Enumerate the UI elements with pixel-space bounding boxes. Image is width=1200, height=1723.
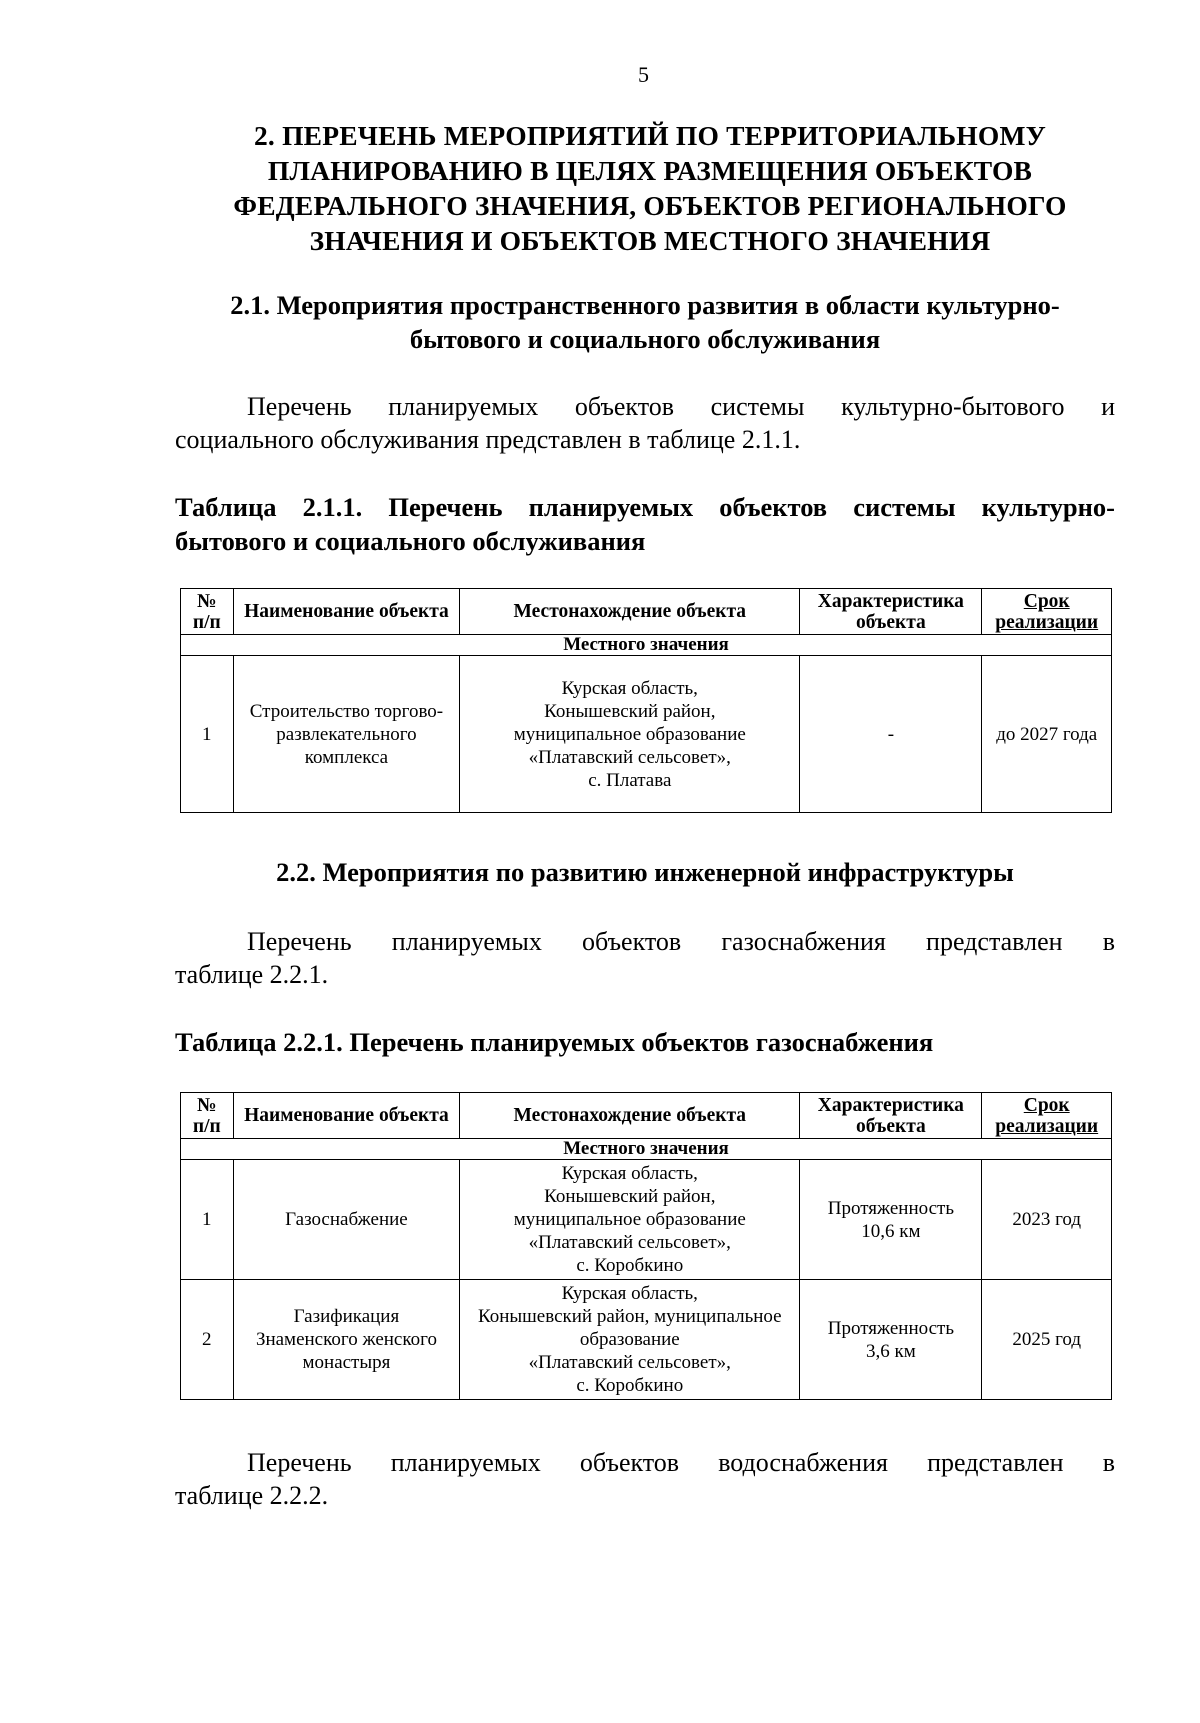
table-2-1-1-caption bbox=[175, 490, 1115, 558]
cell-num: 2 bbox=[181, 1280, 234, 1400]
table-2-1-1 bbox=[180, 588, 1112, 813]
header-term: Срок реализации bbox=[982, 1093, 1112, 1139]
water-supply-paragraph bbox=[175, 1446, 1115, 1512]
cell-characteristic: Протяженность 3,6 км bbox=[800, 1280, 982, 1400]
main-title: 2. ПЕРЕЧЕНЬ МЕРОПРИЯТИЙ ПО ТЕРРИТОРИАЛЬНОМУ ПЛАНИРОВАНИЮ В ЦЕЛЯХ РАЗМЕЩЕНИЯ ОБЪЕКТОВ ФЕДЕРАЛЬНОГО ЗНАЧЕНИЯ, ОБЪЕКТОВ РЕГИОНАЛЬНОГО ЗНАЧЕНИЯ И ОБЪЕКТОВ МЕСТНОГО ЗНАЧЕНИЯ bbox=[233, 120, 1067, 256]
section-2-2-paragraph bbox=[175, 925, 1115, 991]
paragraph-line: таблице 2.2.2. bbox=[175, 1481, 329, 1510]
cell-name: Газоснабжение bbox=[233, 1160, 460, 1280]
table-row bbox=[181, 1280, 1112, 1400]
header-characteristic: Характеристика объекта bbox=[800, 1093, 982, 1139]
header-location: Местонахождение объекта bbox=[460, 589, 800, 635]
section-2-2-heading: 2.2. Мероприятия по развитию инженерной инфраструктуры bbox=[276, 857, 1014, 887]
cell-characteristic: - bbox=[800, 656, 982, 813]
table-row bbox=[181, 656, 1112, 813]
table-section-row bbox=[181, 1139, 1112, 1160]
table-header-row bbox=[181, 1093, 1112, 1139]
header-num: № п/п bbox=[181, 589, 234, 635]
cell-location: Курская область, Конышевский район, муниципальное образование «Платавский сельсовет», с. Коробкино bbox=[460, 1160, 800, 1280]
paragraph-line: социального обслуживания представлен в таблице 2.1.1. bbox=[175, 425, 801, 454]
cell-characteristic: Протяженность 10,6 км bbox=[800, 1160, 982, 1280]
header-name: Наименование объекта bbox=[233, 589, 460, 635]
cell-num: 1 bbox=[181, 1160, 234, 1280]
cell-term: 2025 год bbox=[982, 1280, 1112, 1400]
paragraph-line: Перечень планируемых объектов газоснабжения представлен в bbox=[247, 927, 1115, 956]
cell-location: Курская область, Конышевский район, муниципальное образование «Платавский сельсовет», с. Платава bbox=[460, 656, 800, 813]
cell-location: Курская область, Конышевский район, муниципальное образование «Платавский сельсовет», с. Коробкино bbox=[460, 1280, 800, 1400]
cell-name: Газификация Знаменского женского монастыря bbox=[233, 1280, 460, 1400]
table-2-2-1-caption: Таблица 2.2.1. Перечень планируемых объектов газоснабжения bbox=[175, 1027, 934, 1057]
header-name: Наименование объекта bbox=[233, 1093, 460, 1139]
cell-num: 1 bbox=[181, 656, 234, 813]
caption-line: бытового и социального обслуживания bbox=[175, 526, 646, 556]
section-label: Местного значения bbox=[181, 635, 1112, 656]
cell-term: 2023 год bbox=[982, 1160, 1112, 1280]
section-label: Местного значения bbox=[181, 1139, 1112, 1160]
table-section-row bbox=[181, 635, 1112, 656]
table-row bbox=[181, 1160, 1112, 1280]
cell-term: до 2027 года bbox=[982, 656, 1112, 813]
header-location: Местонахождение объекта bbox=[460, 1093, 800, 1139]
header-characteristic: Характеристика объекта bbox=[800, 589, 982, 635]
paragraph-line: Перечень планируемых объектов системы культурно-бытового и bbox=[247, 392, 1115, 421]
table-2-2-1 bbox=[180, 1092, 1112, 1400]
caption-line: Таблица 2.1.1. Перечень планируемых объектов системы культурно- bbox=[175, 492, 1115, 522]
cell-name: Строительство торгово- развлекательного комплекса bbox=[233, 656, 460, 813]
section-2-1-paragraph bbox=[175, 390, 1115, 456]
table-header-row bbox=[181, 589, 1112, 635]
header-term: Срок реализации bbox=[982, 589, 1112, 635]
page-number: 5 bbox=[638, 62, 649, 87]
header-num: № п/п bbox=[181, 1093, 234, 1139]
section-2-1-heading: 2.1. Мероприятия пространственного развития в области культурно-бытового и социального обслуживания bbox=[230, 290, 1060, 354]
paragraph-line: таблице 2.2.1. bbox=[175, 960, 329, 989]
paragraph-line: Перечень планируемых объектов водоснабжения представлен в bbox=[247, 1448, 1115, 1477]
